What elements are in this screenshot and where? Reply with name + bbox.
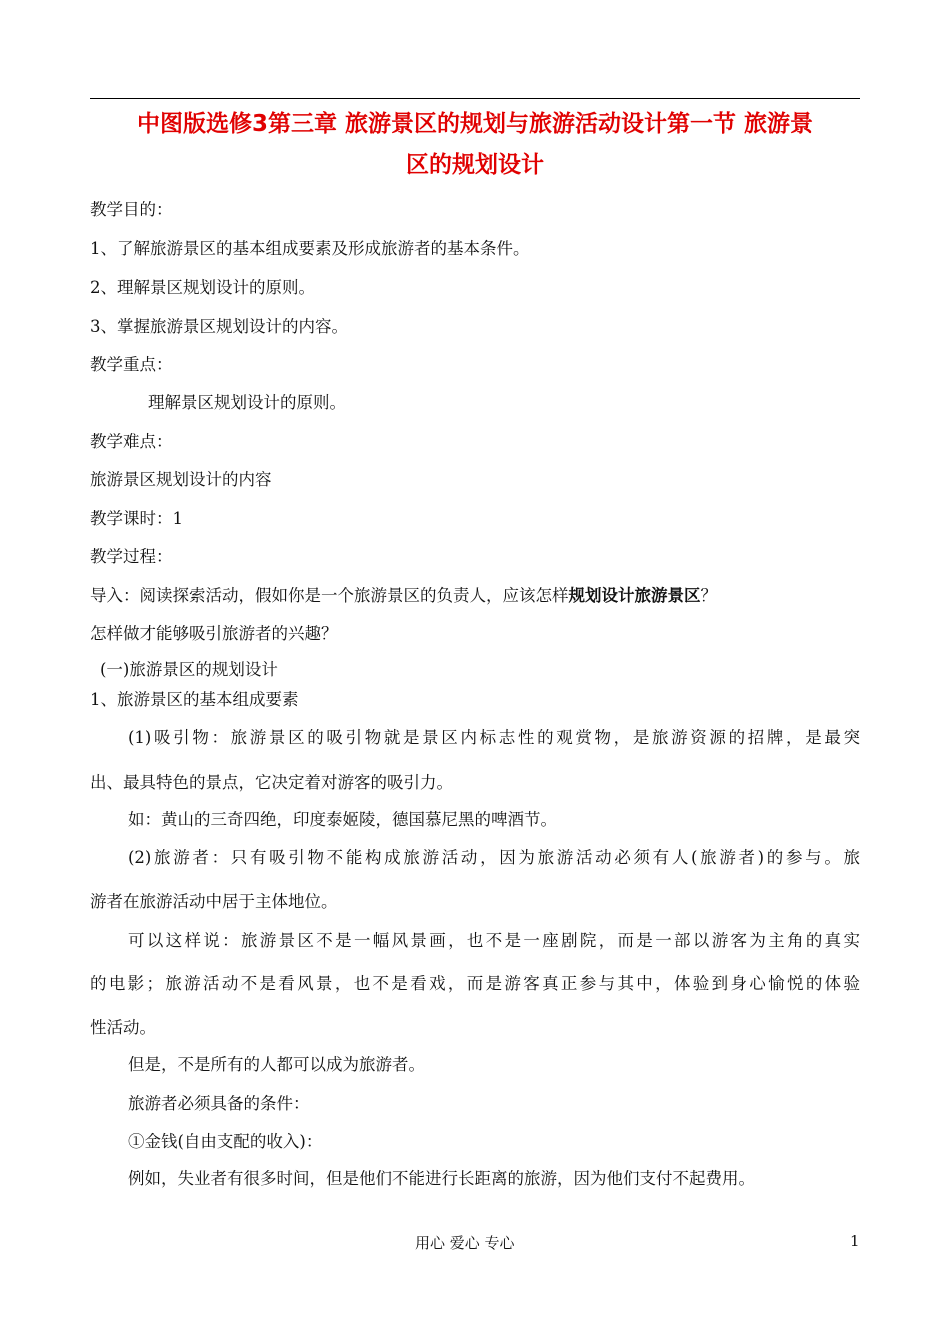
header-rule xyxy=(90,98,860,99)
intro-text: 导入：阅读探索活动，假如你是一个旅游景区的负责人，应该怎样 xyxy=(90,586,569,605)
money-example: 例如，失业者有很多时间，但是他们不能进行长距离的旅游，因为他们支付不起费用。 xyxy=(128,1169,755,1188)
title-line-2: 区的规划设计 xyxy=(406,152,544,178)
title-line-1: 中图版选修3第三章 旅游景区的规划与旅游活动设计第一节 旅游景 xyxy=(136,111,814,137)
page-number: 1 xyxy=(850,1232,860,1250)
aim-item-3: 3、掌握旅游景区规划设计的内容。 xyxy=(90,317,348,336)
hours-text: 教学课时：1 xyxy=(90,509,183,528)
subsection-heading: 1、旅游景区的基本组成要素 xyxy=(90,690,299,709)
aim-item-2: 2、理解景区规划设计的原则。 xyxy=(90,278,315,297)
attraction-para-line-1: (1)吸引物：旅游景区的吸引物就是景区内标志性的观赏物，是旅游资源的招牌，是最突 xyxy=(128,728,860,747)
intro-line xyxy=(90,582,862,606)
aims-heading: 教学目的： xyxy=(90,200,173,219)
process-heading: 教学过程： xyxy=(90,547,173,566)
document-title xyxy=(90,104,860,186)
conditions-heading: 旅游者必须具备的条件： xyxy=(128,1094,310,1113)
key-heading: 教学重点： xyxy=(90,355,173,374)
saying-para-line-1: 可以这样说：旅游景区不是一幅风景画，也不是一座剧院，而是一部以游客为主角的真实 xyxy=(128,931,860,950)
footer-slogan: 用心 爱心 专心 xyxy=(415,1234,515,1252)
difficulty-text: 旅游景区规划设计的内容 xyxy=(90,470,272,489)
tourist-para-line-1: (2)旅游者：只有吸引物不能构成旅游活动，因为旅游活动必须有人(旅游者)的参与。旅 xyxy=(128,848,860,867)
section-heading: (一)旅游景区的规划设计 xyxy=(100,660,278,679)
saying-para-line-2: 的电影；旅游活动不是看风景，也不是看戏，而是游客真正参与其中，体验到身心愉悦的体验 xyxy=(90,974,860,993)
money-condition: ①金钱(自由支配的收入)： xyxy=(128,1132,323,1151)
intro-emphasis: 规划设计旅游景区 xyxy=(568,586,701,605)
intro-question-mark: ？ xyxy=(700,586,717,605)
intro-line-2: 怎样做才能够吸引旅游者的兴趣？ xyxy=(90,624,338,643)
saying-para-line-3: 性活动。 xyxy=(90,1018,156,1037)
difficulty-heading: 教学难点： xyxy=(90,432,173,451)
but-text: 但是，不是所有的人都可以成为旅游者。 xyxy=(128,1055,425,1074)
tourist-para-line-2: 游者在旅游活动中居于主体地位。 xyxy=(90,892,338,911)
aim-item-1: 1、了解旅游景区的基本组成要素及形成旅游者的基本条件。 xyxy=(90,239,530,258)
key-point: 理解景区规划设计的原则。 xyxy=(148,393,346,412)
attraction-para-line-2: 出、最具特色的景点，它决定着对游客的吸引力。 xyxy=(90,773,453,792)
example-text: 如：黄山的三奇四绝，印度泰姬陵，德国慕尼黑的啤酒节。 xyxy=(128,810,557,829)
